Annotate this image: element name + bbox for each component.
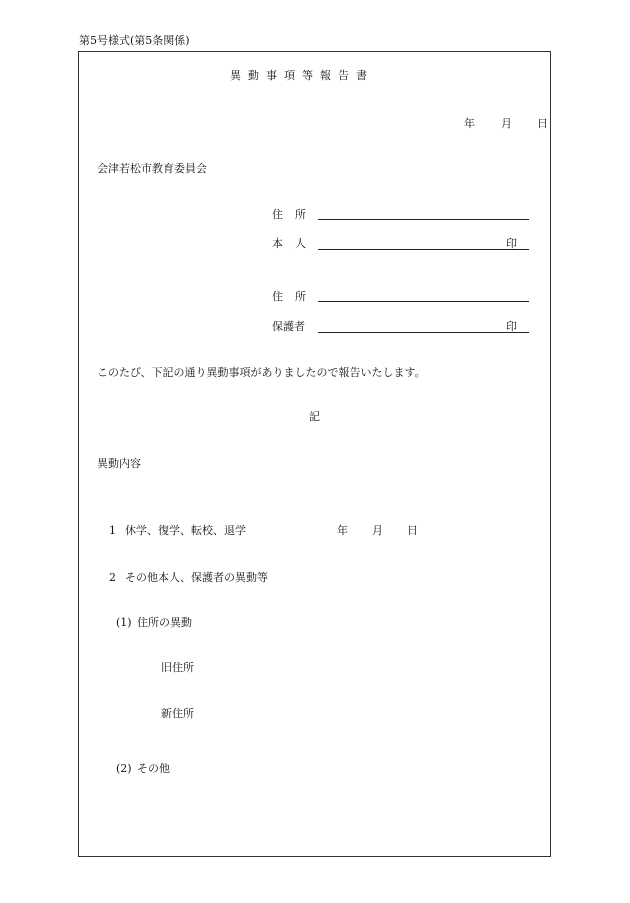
item1-year: 年 <box>337 524 348 537</box>
ki-heading: 記 <box>309 410 320 423</box>
sub1-number: (1) <box>116 616 132 629</box>
form-label: 第5号様式(第5条関係) <box>79 34 190 47</box>
statement-text: このたび、下記の通り異動事項がありましたので報告いたします。 <box>97 366 426 379</box>
applicant-seal: 印 <box>506 237 517 250</box>
sub2-text: その他 <box>137 762 170 775</box>
guardian-address-field[interactable] <box>318 301 529 302</box>
applicant-address-field[interactable] <box>318 219 529 220</box>
applicant-name-label: 本人 <box>272 237 318 250</box>
sub2-number: (2) <box>116 762 132 775</box>
section-heading: 異動内容 <box>97 457 141 470</box>
date-year: 年 <box>464 117 475 130</box>
item2-number: 2 <box>109 571 116 584</box>
document-title: 異動事項等報告書 <box>230 69 374 82</box>
item1-day: 日 <box>407 524 418 537</box>
date-day: 日 <box>537 117 548 130</box>
applicant-address-label: 住所 <box>272 208 318 221</box>
applicant-name-field[interactable] <box>318 249 529 250</box>
item1-number: 1 <box>109 524 116 537</box>
addressee: 会津若松市教育委員会 <box>97 162 207 175</box>
guardian-address-label: 住所 <box>272 290 318 303</box>
guardian-name-field[interactable] <box>318 332 529 333</box>
sub1-text: 住所の異動 <box>137 616 192 629</box>
guardian-name-label: 保護者 <box>272 320 305 333</box>
item1-text: 休学、復学、転校、退学 <box>125 524 246 537</box>
date-month: 月 <box>501 117 512 130</box>
old-address-label: 旧住所 <box>161 661 194 674</box>
guardian-seal: 印 <box>506 320 517 333</box>
item2-text: その他本人、保護者の異動等 <box>125 571 268 584</box>
new-address-label: 新住所 <box>161 707 194 720</box>
item1-month: 月 <box>372 524 383 537</box>
